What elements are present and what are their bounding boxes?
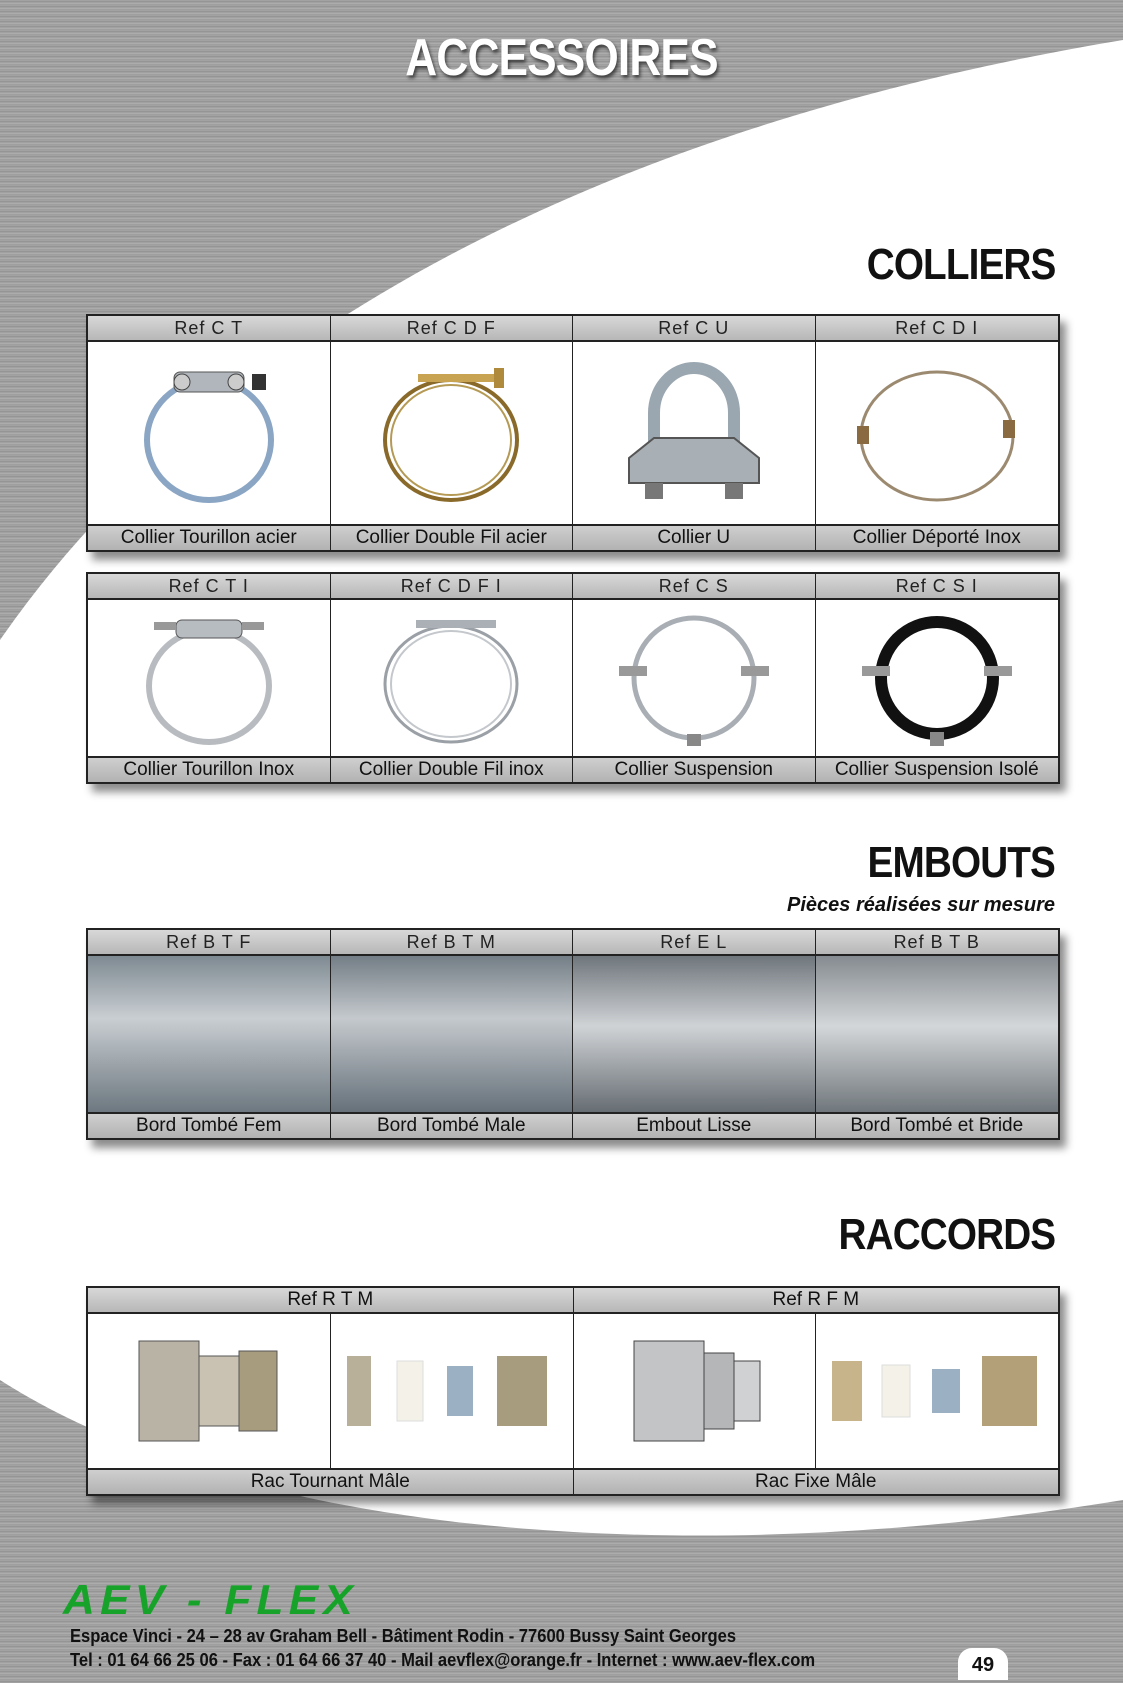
colliers-heading: COLLIERS — [866, 240, 1055, 289]
hose-end-image — [816, 956, 1059, 1112]
hose-end-image — [88, 956, 330, 1112]
product-cell-cdf[interactable] — [331, 316, 574, 550]
product-ref: Ref C U — [573, 316, 815, 342]
product-label: Collier Déporté Inox — [816, 524, 1059, 550]
wire-clamp-icon — [331, 342, 573, 524]
raccords-heading: RACCORDS — [838, 1210, 1055, 1259]
product-cell-cs[interactable] — [573, 574, 816, 782]
hose-end-image — [573, 956, 815, 1112]
product-cell-cu[interactable] — [573, 316, 816, 550]
product-cell-btb[interactable] — [816, 930, 1059, 1138]
page-number: 49 — [958, 1648, 1008, 1680]
product-cell-btf[interactable] — [88, 930, 331, 1138]
product-ref: Ref C T — [88, 316, 330, 342]
product-ref: Ref C T I — [88, 574, 330, 600]
product-ref: Ref C S — [573, 574, 815, 600]
product-label: Rac Tournant Mâle — [88, 1470, 574, 1494]
product-cell-csi[interactable] — [816, 574, 1059, 782]
product-ref: Ref B T F — [88, 930, 330, 956]
product-ref: Ref C D I — [816, 316, 1059, 342]
embouts-heading: EMBOUTS — [867, 838, 1055, 887]
embouts-subheading: Pièces réalisées sur mesure — [787, 894, 1055, 916]
raccords-table — [86, 1286, 1060, 1496]
footer-contact: Tel : 01 64 66 25 06 - Fax : 01 64 66 37 40 - Mail aevflex@orange.fr - Internet : www.aev-flex.com — [70, 1650, 816, 1670]
embouts-table — [86, 928, 1060, 1140]
clamp-icon — [88, 600, 330, 756]
product-cell-ct[interactable] — [88, 316, 331, 550]
product-cell-el[interactable] — [573, 930, 816, 1138]
clamp-icon — [88, 342, 330, 524]
brand-logo: AEV - FLEX — [62, 1576, 359, 1623]
offset-clamp-icon — [816, 342, 1059, 524]
product-ref: Ref C S I — [816, 574, 1059, 600]
product-ref: Ref E L — [573, 930, 815, 956]
product-ref: Ref R T M — [88, 1288, 574, 1312]
page-title: ACCESSOIRES — [405, 29, 718, 87]
product-label: Collier Double Fil inox — [331, 756, 573, 782]
product-ref: Ref C D F — [331, 316, 573, 342]
product-label: Collier Tourillon acier — [88, 524, 330, 550]
product-cell-cti[interactable] — [88, 574, 331, 782]
fitting-assembled-image[interactable] — [574, 1314, 817, 1468]
product-label: Collier Suspension Isolé — [816, 756, 1059, 782]
product-ref: Ref C D F I — [331, 574, 573, 600]
product-ref: Ref B T B — [816, 930, 1059, 956]
fitting-parts-image[interactable] — [331, 1314, 574, 1468]
product-ref: Ref R F M — [772, 1289, 860, 1310]
suspension-clamp-icon — [573, 600, 815, 756]
product-cell-btm[interactable] — [331, 930, 574, 1138]
fitting-parts-image[interactable] — [816, 1314, 1058, 1468]
product-cell-cdfi[interactable] — [331, 574, 574, 782]
product-label: Bord Tombé Male — [331, 1112, 573, 1138]
product-label: Collier Suspension — [573, 756, 815, 782]
product-ref: Ref B T M — [331, 930, 573, 956]
product-label: Collier Tourillon Inox — [88, 756, 330, 782]
product-label: Collier U — [573, 524, 815, 550]
u-clamp-icon — [573, 342, 815, 524]
product-label: Bord Tombé Fem — [88, 1112, 330, 1138]
footer-address: Espace Vinci - 24 – 28 av Graham Bell - Bâtiment Rodin - 77600 Bussy Saint Georges — [70, 1626, 737, 1646]
product-label: Rac Fixe Mâle — [755, 1471, 877, 1492]
fitting-assembled-image[interactable] — [88, 1314, 331, 1468]
product-cell-cdi[interactable] — [816, 316, 1059, 550]
colliers-table-row1 — [86, 314, 1060, 552]
insulated-clamp-icon — [816, 600, 1059, 756]
product-label: Embout Lisse — [573, 1112, 815, 1138]
wire-clamp-icon — [331, 600, 573, 756]
colliers-table-row2 — [86, 572, 1060, 784]
product-label: Collier Double Fil acier — [331, 524, 573, 550]
hose-end-image — [331, 956, 573, 1112]
product-label: Bord Tombé et Bride — [816, 1112, 1059, 1138]
